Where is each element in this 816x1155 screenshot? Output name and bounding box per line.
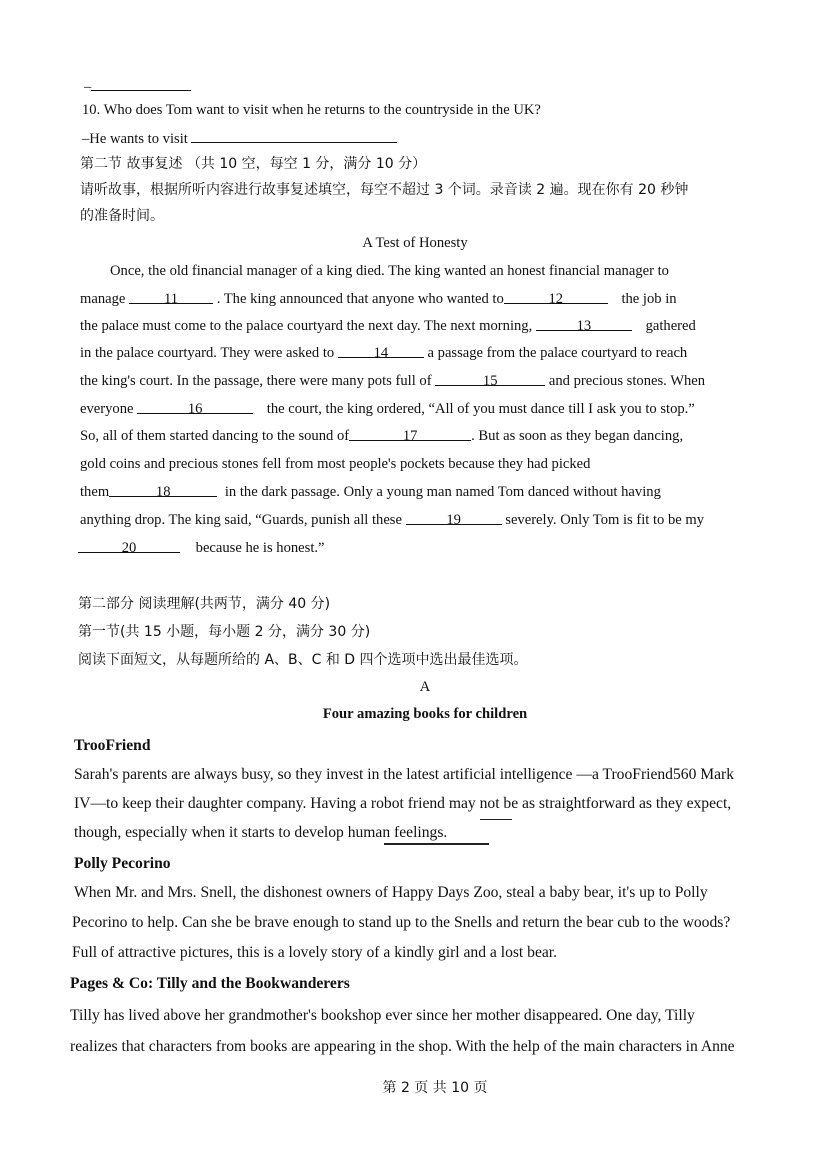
story-line-9: them 18 in the dark passage. Only a young man named Tom danced without having bbox=[80, 484, 661, 500]
book-2-line-2: Pecorino to help. Can she be brave enough to stand up to the Snells and return the bear cub to the woods? bbox=[72, 914, 731, 931]
book-1-line-3: though, especially when it starts to develop human feelings. bbox=[74, 824, 448, 841]
blank-14: 14 bbox=[338, 343, 424, 358]
blank-16: 16 bbox=[137, 399, 253, 414]
story-line-5: the king's court. In the passage, there were many pots full of 15 and precious stones. When bbox=[80, 373, 706, 389]
question-10-answer bbox=[82, 128, 397, 149]
story-line-1: Once, the old financial manager of a king died. The king wanted an honest financial manager to bbox=[110, 263, 669, 279]
blank-19: 19 bbox=[406, 510, 502, 525]
part-2-title: 第二部分 阅读理解(共两节，满分 40 分) bbox=[78, 596, 331, 612]
book-1-line-1: Sarah's parents are always busy, so they invest in the latest artificial intelligence —a TrooFriend560 Mark bbox=[74, 766, 735, 783]
book-3-line-2: realizes that characters from books are appearing in the shop. With the help of the main characters in Anne bbox=[70, 1038, 735, 1055]
pen-mark bbox=[480, 819, 512, 820]
blank-18: 18 bbox=[109, 482, 217, 497]
blank-20: 20 bbox=[78, 538, 180, 553]
section-2-instruction-line-1: 请听故事，根据所听内容进行故事复述填空，每空不超过 3 个词。录音读 2 遍。现在你有 20 秒钟 bbox=[80, 182, 689, 198]
prev-answer-line bbox=[84, 76, 191, 97]
story-line-6: everyone 16 the court, the king ordered, “All of you must dance till I ask you to stop.” bbox=[80, 401, 695, 417]
prev-answer-prefix: – bbox=[84, 79, 92, 95]
page-footer: 第 2 页 共 10 页 bbox=[382, 1080, 488, 1096]
passage-letter: A bbox=[419, 679, 431, 695]
story-line-11: 20 because he is honest.” bbox=[78, 538, 325, 558]
story-line-8: gold coins and precious stones fell from most people's pockets because they had picked bbox=[80, 456, 591, 472]
story-line-10: anything drop. The king said, “Guards, punish all these 19 severely. Only Tom is fit to be my bbox=[80, 512, 705, 528]
book-2-line-1: When Mr. and Mrs. Snell, the dishonest owners of Happy Days Zoo, steal a baby bear, it's up to Polly bbox=[74, 884, 708, 901]
book-title-troofriend: TrooFriend bbox=[74, 737, 151, 754]
part-2-instruction: 阅读下面短文，从每题所给的 A、B、C 和 D 四个选项中选出最佳选项。 bbox=[78, 652, 528, 668]
book-title-pages-and-co: Pages & Co: Tilly and the Bookwanderers bbox=[70, 975, 350, 992]
story-line-4: in the palace courtyard. They were asked to 14 a passage from the palace courtyard to reach bbox=[80, 345, 688, 361]
blank-17: 17 bbox=[349, 426, 471, 441]
answer-blank bbox=[191, 128, 397, 143]
story-line-7: So, all of them started dancing to the sound of 17 . But as soon as they began dancing, bbox=[80, 428, 684, 444]
passage-title: Four amazing books for children bbox=[322, 706, 528, 722]
blank-11: 11 bbox=[129, 289, 213, 304]
blank-12: 12 bbox=[504, 289, 608, 304]
book-1-line-2: IV—to keep their daughter company. Having a robot friend may not be as straightforward as they expect, bbox=[74, 795, 732, 812]
book-3-line-1: Tilly has lived above her grandmother's bookshop ever since her mother disappeared. One day, Tilly bbox=[70, 1007, 695, 1024]
blank-13: 13 bbox=[536, 316, 632, 331]
section-2-instruction-line-2: 的准备时间。 bbox=[80, 208, 164, 224]
story-title: A Test of Honesty bbox=[362, 235, 468, 251]
question-10: 10. Who does Tom want to visit when he returns to the countryside in the UK? bbox=[82, 102, 541, 118]
part-2-section-1: 第一节(共 15 小题，每小题 2 分，满分 30 分) bbox=[78, 624, 371, 640]
answer-prefix: –He wants to visit bbox=[82, 131, 188, 147]
section-2-title: 第二节 故事复述 （共 10 空，每空 1 分，满分 10 分） bbox=[80, 156, 427, 172]
book-title-polly-pecorino: Polly Pecorino bbox=[74, 855, 171, 872]
book-2-line-3: Full of attractive pictures, this is a lovely story of a kindly girl and a lost bear. bbox=[72, 944, 558, 961]
pen-underline bbox=[384, 843, 489, 845]
story-line-2: manage 11 . The king announced that anyone who wanted to 12 the job in bbox=[80, 291, 677, 307]
answer-blank bbox=[91, 76, 191, 91]
blank-15: 15 bbox=[435, 371, 545, 386]
story-line-3: the palace must come to the palace courtyard the next day. The next morning, 13 gathered bbox=[80, 318, 696, 334]
